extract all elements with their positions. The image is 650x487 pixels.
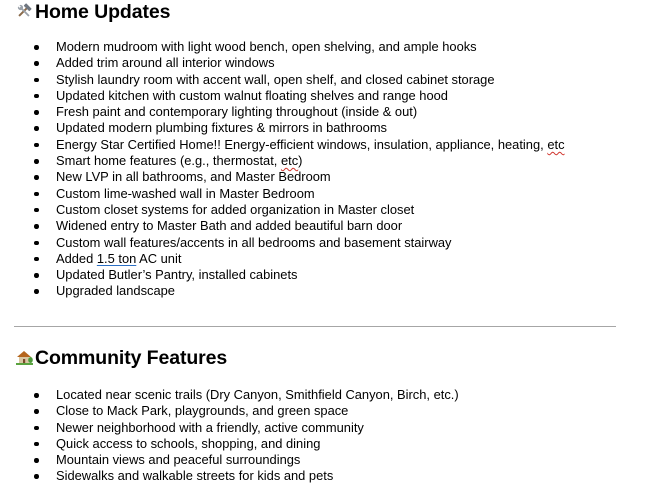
list-item: Widened entry to Master Bath and added beautiful barn door bbox=[0, 218, 565, 234]
list-item: Custom lime-washed wall in Master Bedroom bbox=[0, 186, 565, 202]
home-updates-heading bbox=[16, 0, 650, 24]
list-item: Custom wall features/accents in all bedrooms and basement stairway bbox=[0, 235, 565, 251]
list-item: Close to Mack Park, playgrounds, and green space bbox=[0, 403, 459, 419]
list-item: Upgraded landscape bbox=[0, 283, 565, 299]
bullet bbox=[34, 257, 39, 262]
bullet bbox=[34, 143, 39, 148]
proofing-mark: etc bbox=[547, 136, 565, 152]
list-item: Modern mudroom with light wood bench, open shelving, and ample hooks bbox=[0, 39, 565, 55]
hammer-and-wrench-icon bbox=[16, 3, 32, 19]
list-item: Smart home features (e.g., thermostat, etc) bbox=[0, 153, 565, 169]
list-item: Newer neighborhood with a friendly, active community bbox=[0, 420, 459, 436]
proofing-mark: etc bbox=[280, 153, 299, 169]
bullet bbox=[34, 474, 39, 479]
list-item: Fresh paint and contemporary lighting throughout (inside & out) bbox=[0, 104, 565, 120]
bullet bbox=[34, 159, 39, 164]
section-divider bbox=[14, 326, 616, 327]
bullet bbox=[34, 442, 39, 447]
list-item: Updated modern plumbing fixtures & mirrors in bathrooms bbox=[0, 120, 565, 136]
list-item: New LVP in all bathrooms, and Master Bedroom bbox=[0, 169, 565, 185]
house-with-garden-icon bbox=[16, 349, 32, 365]
list-item: Quick access to schools, shopping, and dining bbox=[0, 436, 459, 452]
list-item: Updated Butler’s Pantry, installed cabinets bbox=[0, 267, 565, 283]
home-updates-list bbox=[0, 39, 565, 300]
bullet bbox=[34, 241, 39, 246]
bullet bbox=[34, 289, 39, 294]
bullet bbox=[34, 78, 39, 83]
bullet bbox=[34, 393, 39, 398]
community-features-heading bbox=[16, 346, 650, 370]
proofing-mark: 1.5 ton bbox=[96, 250, 137, 266]
list-item: Stylish laundry room with accent wall, open shelf, and closed cabinet storage bbox=[0, 72, 565, 88]
bullet bbox=[34, 426, 39, 431]
home-updates-title: Home Updates bbox=[35, 1, 171, 23]
bullet bbox=[34, 61, 39, 66]
bullet bbox=[34, 458, 39, 463]
list-item: Energy Star Certified Home!! Energy-efficient windows, insulation, appliance, heating, etc bbox=[0, 137, 565, 153]
list-item: Located near scenic trails (Dry Canyon, Smithfield Canyon, Birch, etc.) bbox=[0, 387, 459, 403]
community-features-list bbox=[0, 387, 459, 485]
bullet bbox=[34, 208, 39, 213]
list-item: Updated kitchen with custom walnut floating shelves and range hood bbox=[0, 88, 565, 104]
list-item: Mountain views and peaceful surroundings bbox=[0, 452, 459, 468]
bullet bbox=[34, 224, 39, 229]
list-item: Custom closet systems for added organization in Master closet bbox=[0, 202, 565, 218]
bullet bbox=[34, 175, 39, 180]
bullet bbox=[34, 45, 39, 50]
bullet bbox=[34, 126, 39, 131]
bullet bbox=[34, 110, 39, 115]
list-item: Sidewalks and walkable streets for kids and pets bbox=[0, 468, 459, 484]
bullet bbox=[34, 94, 39, 99]
bullet bbox=[34, 192, 39, 197]
bullet bbox=[34, 273, 39, 278]
community-features-title: Community Features bbox=[35, 347, 228, 369]
list-item: Added 1.5 ton AC unit bbox=[0, 251, 565, 267]
bullet bbox=[34, 409, 39, 414]
community-features-section bbox=[0, 346, 650, 484]
list-item: Added trim around all interior windows bbox=[0, 55, 565, 71]
